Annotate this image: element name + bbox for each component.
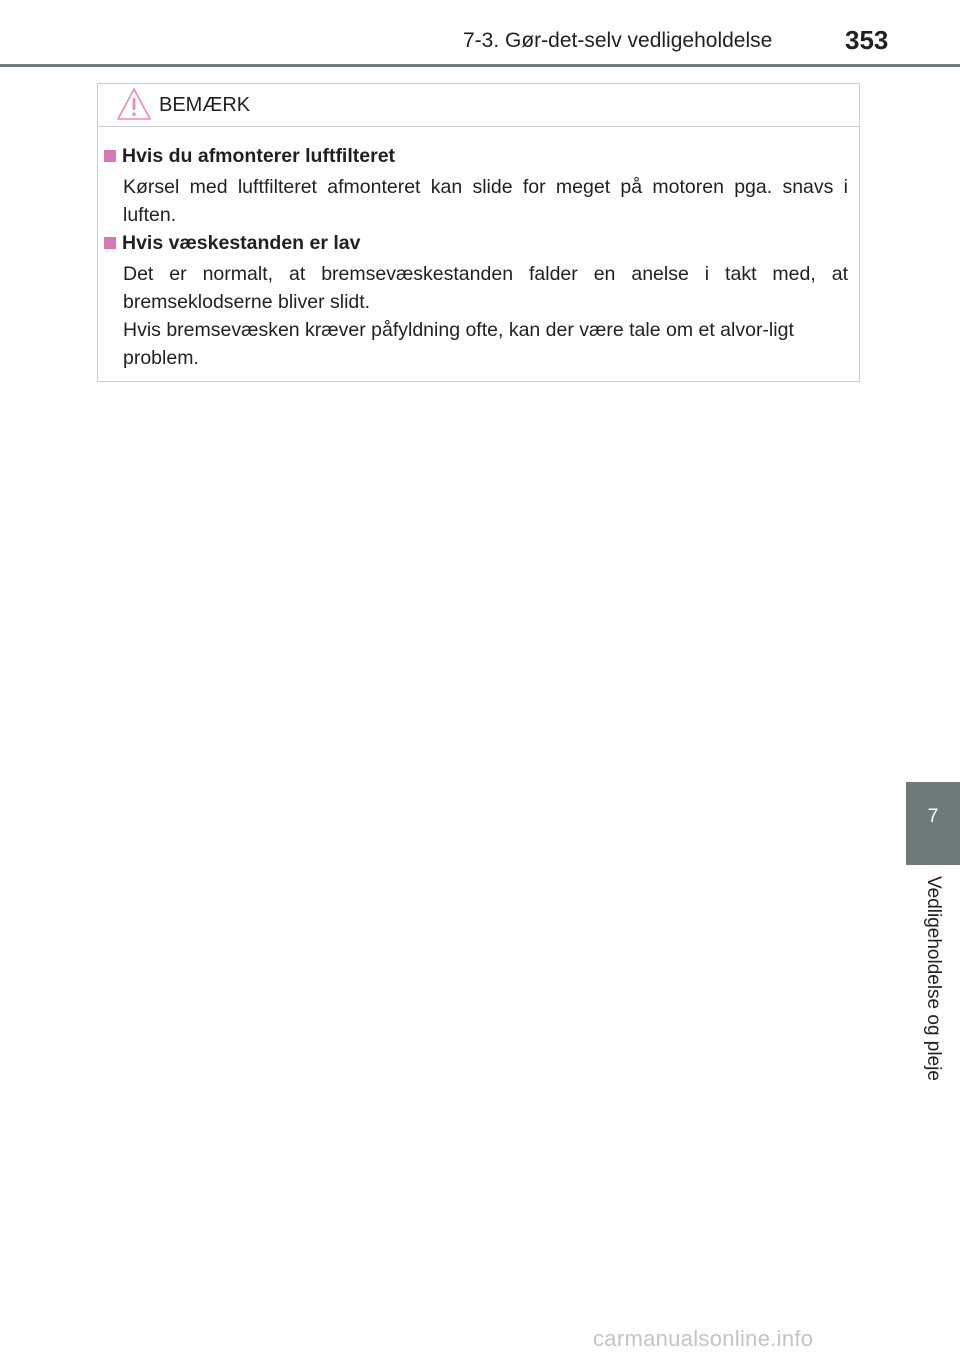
paragraph: Kørsel med luftfilteret afmonteret kan slide for meget på motoren pga. snavs i luften. [123,176,848,226]
watermark: carmanualsonline.info [593,1326,814,1351]
notice-box [97,83,860,382]
warning-triangle-icon [116,87,152,121]
section-heading: Hvis du afmonterer luftfilteret [104,144,848,168]
chapter-number: 7 [927,806,939,827]
chapter-tab[interactable] [906,782,960,865]
notice-section-air-filter [104,144,848,229]
notice-section-fluid-level [104,231,848,372]
notice-title: BEMÆRK [159,94,251,116]
section-heading: Hvis væskestanden er lav [104,231,848,255]
paragraph: Det er normalt, at bremsevæskestanden falder en anelse i takt med, at bremseklodserne bliver slidt. [123,263,848,313]
header-rule [0,64,960,67]
notice-header [98,84,859,127]
section-body [123,173,848,229]
section-body [123,260,848,372]
bullet-square-icon [104,237,116,249]
paragraph: Hvis bremsevæsken kræver påfyldning ofte, kan der være tale om et alvor-ligt problem. [123,319,794,369]
section-title: 7-3. Gør-det-selv vedligeholdelse [463,29,773,52]
chapter-label: Vedligeholdelse og pleje [923,876,944,1081]
page-number: 353 [845,25,889,55]
bullet-square-icon [104,150,116,162]
